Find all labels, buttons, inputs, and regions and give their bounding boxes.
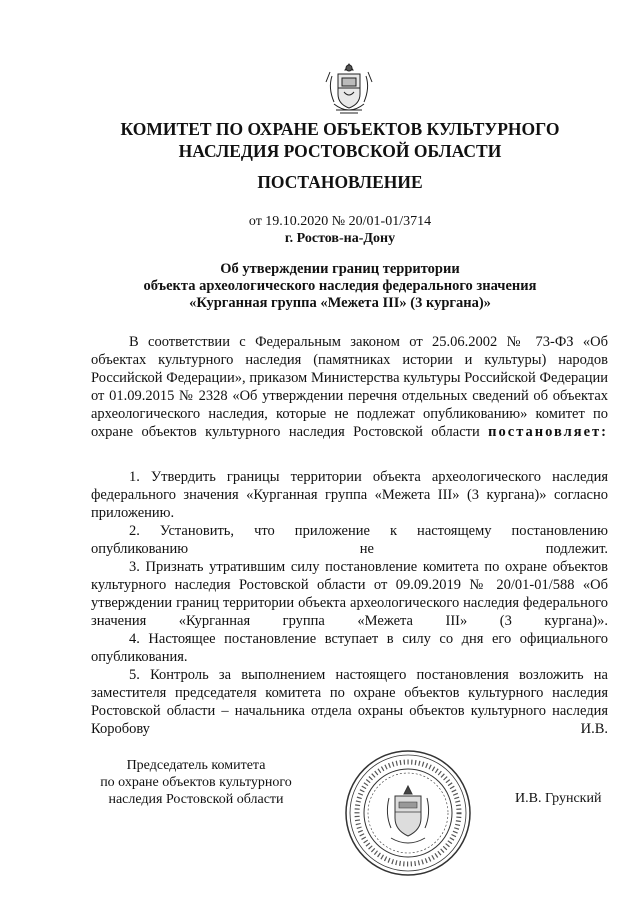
coat-of-arms-icon bbox=[318, 58, 380, 120]
preamble-text: В соответствии с Федеральным законом от 25.06.2002 № 73-ФЗ «Об объектах культурного наследия (памятниках истории и культуры) народов Российской Федерации», приказом Министерства культуры Российской Федерации от 01.09.2015 № 2328 «Об утверждении перечня отдельных сведений об объектах археологического наследия, которые не подлежат опубликованию» комитет по охране объектов культурного наследия Ростовской области bbox=[91, 334, 608, 440]
item-5: 5. Контроль за выполнением настоящего постановления возложить на заместителя председателя комитета по охране объектов культурного наследия Ростовской области – начальника отдела охраны объектов культурного наследия Коробову И.В. bbox=[91, 667, 608, 737]
org-line-1: КОМИТЕТ ПО ОХРАНЕ ОБЪЕКТОВ КУЛЬТУРНОГО bbox=[120, 119, 560, 139]
subject-line-2: объекта археологического наследия федерального значения bbox=[143, 278, 537, 294]
subject-line-3: «Курганная группа «Межета III» (3 кургана)» bbox=[189, 295, 491, 311]
official-seal-icon bbox=[343, 748, 473, 878]
signatory-title-line-3: наследия Ростовской области bbox=[108, 792, 284, 807]
item-1: 1. Утвердить границы территории объекта археологического наследия федерального значения «Курганная группа «Межета III» (3 кургана)» согласно приложению. bbox=[91, 469, 608, 521]
subject-line-1: Об утверждении границ территории bbox=[220, 261, 460, 277]
resolution-keyword: постановляет: bbox=[488, 424, 608, 440]
document-type: ПОСТАНОВЛЕНИЕ bbox=[257, 172, 423, 192]
signatory-title-line-2: по охране объектов культурного bbox=[100, 775, 292, 790]
signatory-name: И.В. Грунский bbox=[515, 791, 602, 806]
organization-name bbox=[90, 118, 590, 162]
document-meta bbox=[90, 213, 590, 247]
preamble-paragraph bbox=[91, 333, 608, 459]
org-line-2: НАСЛЕДИЯ РОСТОВСКОЙ ОБЛАСТИ bbox=[178, 141, 502, 161]
item-3: 3. Признать утратившим силу постановление комитета по охране объектов культурного наследия Ростовской области от 09.09.2019 № 20/01-01/588 «Об утверждении границ территории объекта археологического наследия федерального значения «Курганная группа «Межета III» (3 кургана)». bbox=[91, 559, 608, 629]
signatory-title-line-1: Председатель комитета bbox=[126, 758, 266, 773]
item-4: 4. Настоящее постановление вступает в силу со дня его официального опубликования. bbox=[91, 631, 608, 665]
city: г. Ростов-на-Дону bbox=[284, 231, 396, 246]
item-2: 2. Установить, что приложение к настоящему постановлению опубликованию не подлежит. bbox=[91, 523, 608, 557]
date-number: от 19.10.2020 № 20/01-01/3714 bbox=[248, 214, 432, 229]
signatory-title bbox=[86, 757, 306, 808]
document-subject bbox=[60, 261, 620, 312]
